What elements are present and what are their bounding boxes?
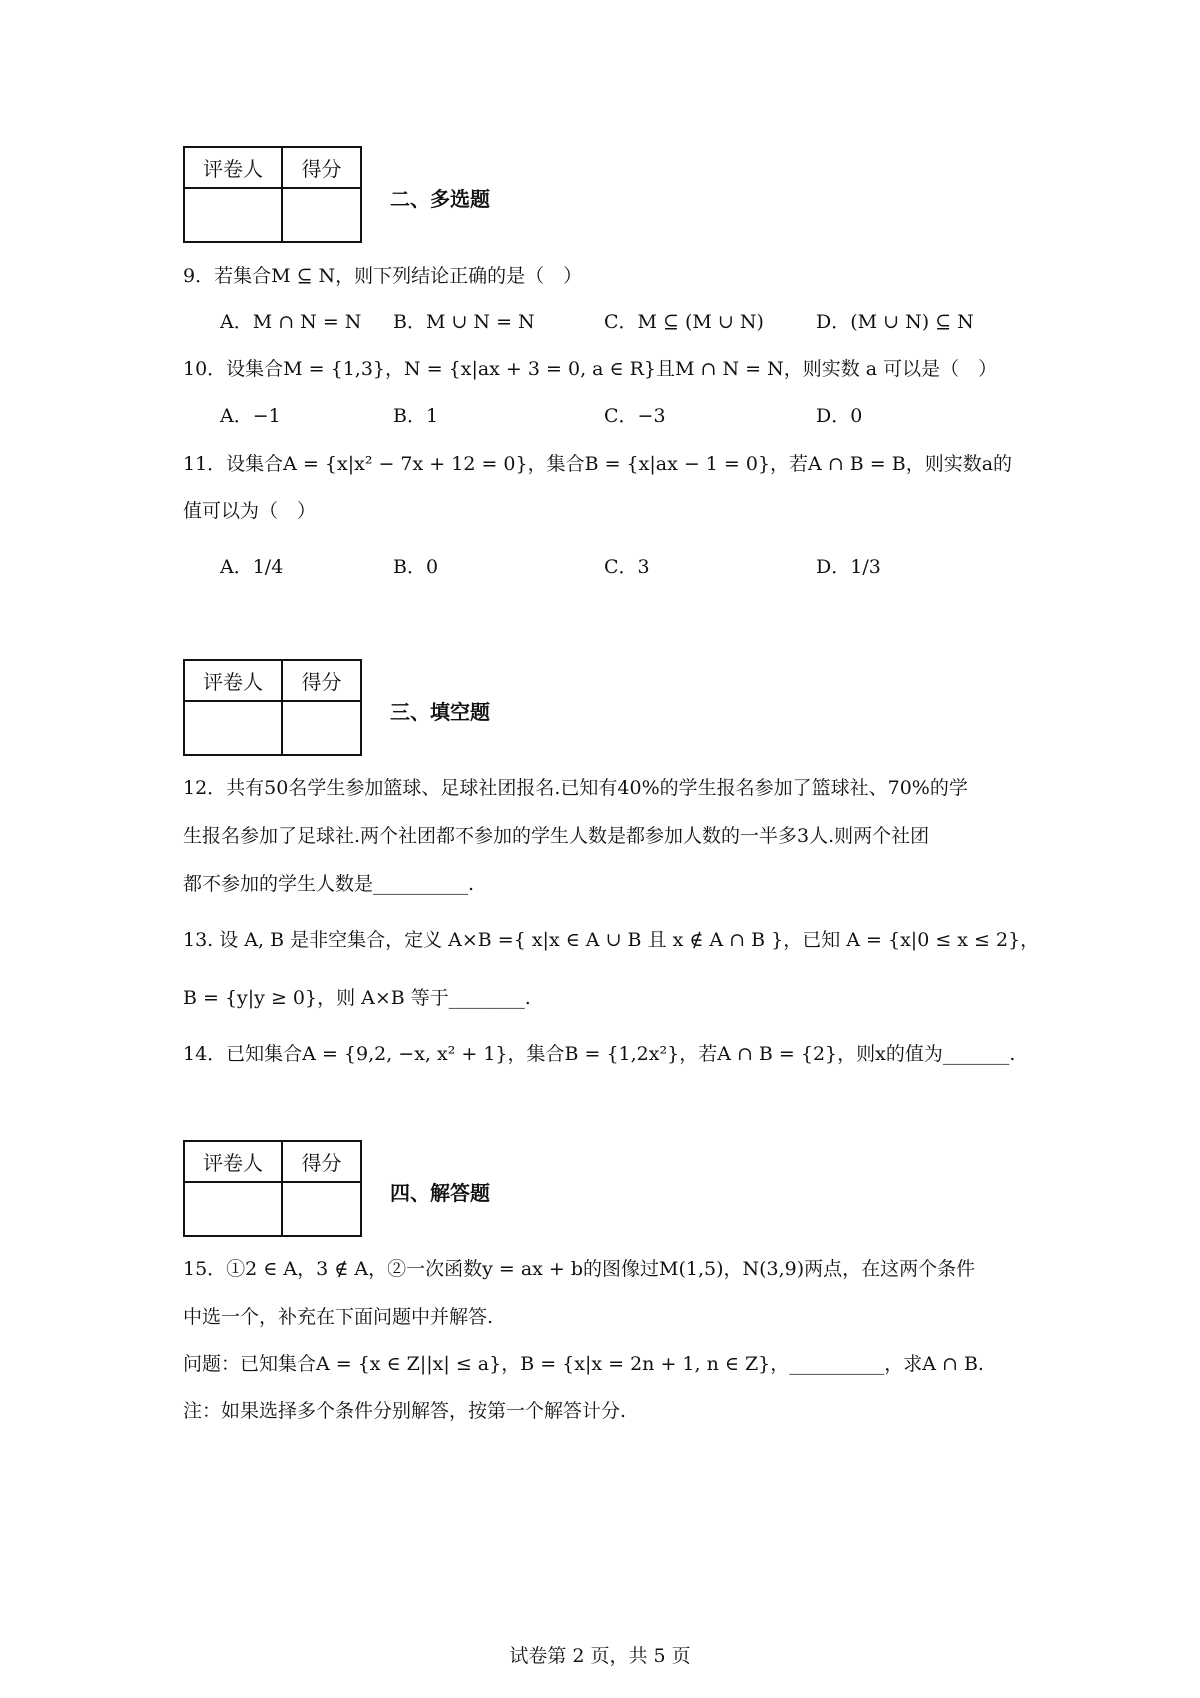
grade-table-section-3 xyxy=(183,659,362,756)
question-12-line2: 生报名参加了足球社.两个社团都不参加的学生人数是都参加人数的一半多3人.则两个社团 xyxy=(183,825,930,847)
q11-option-d: D．1/3 xyxy=(816,556,881,578)
question-15-line1: 15．①2 ∈ A，3 ∉ A，②一次函数y = ax + b的图像过M(1,5)，N(3,9)两点，在这两个条件 xyxy=(183,1258,976,1280)
question-9-stem: 9．若集合M ⊆ N，则下列结论正确的是（ ） xyxy=(183,265,583,287)
score-cell xyxy=(282,188,361,242)
section-title-fill-in-blank: 三、填空题 xyxy=(390,700,490,724)
question-11-stem-line2: 值可以为（ ） xyxy=(183,500,317,522)
question-10-stem: 10．设集合M = {1,3}，N = {x|ax + 3 = 0, a ∈ R}且M ∩ N = N，则实数 a 可以是（ ） xyxy=(183,358,998,380)
grader-cell xyxy=(184,701,282,755)
grade-table-section-2 xyxy=(183,146,362,243)
grader-cell xyxy=(184,1182,282,1236)
q10-option-c: C．−3 xyxy=(604,405,666,427)
score-cell xyxy=(282,701,361,755)
question-13-line1: 13. 设 A, B 是非空集合，定义 A×B ={ x|x ∈ A ∪ B 且 x ∉ A ∩ B }，已知 A = {x|0 ≤ x ≤ 2}， xyxy=(183,929,1040,951)
q9-option-d: D．(M ∪ N) ⊆ N xyxy=(816,311,974,333)
score-cell xyxy=(282,1182,361,1236)
q10-option-a: A．−1 xyxy=(220,405,281,427)
q9-option-c: C．M ⊆ (M ∪ N) xyxy=(604,311,764,333)
question-15-line4: 注：如果选择多个条件分别解答，按第一个解答计分. xyxy=(183,1400,627,1422)
q11-option-b: B．0 xyxy=(393,556,439,578)
q11-option-c: C．3 xyxy=(604,556,650,578)
score-header: 得分 xyxy=(282,1141,361,1182)
page-footer: 试卷第 2 页，共 5 页 xyxy=(509,1645,691,1667)
score-header: 得分 xyxy=(282,660,361,701)
q9-option-b: B．M ∪ N = N xyxy=(393,311,535,333)
question-12-line1: 12．共有50名学生参加篮球、足球社团报名.已知有40%的学生报名参加了篮球社、70%的学 xyxy=(183,777,968,799)
grader-header: 评卷人 xyxy=(184,147,282,188)
question-15-line2: 中选一个，补充在下面问题中并解答. xyxy=(183,1306,494,1328)
grader-header: 评卷人 xyxy=(184,660,282,701)
q9-option-a: A．M ∩ N = N xyxy=(220,311,362,333)
question-14: 14．已知集合A = {9,2, −x, x² + 1}，集合B = {1,2x²}，若A ∩ B = {2}，则x的值为_______. xyxy=(183,1043,1016,1065)
question-13-line2: B = {y|y ≥ 0}，则 A×B 等于________. xyxy=(183,987,531,1009)
question-11-stem-line1: 11．设集合A = {x|x² − 7x + 12 = 0}，集合B = {x|ax − 1 = 0}，若A ∩ B = B，则实数a的 xyxy=(183,453,1013,475)
section-title-answer: 四、解答题 xyxy=(390,1181,490,1205)
q10-option-b: B．1 xyxy=(393,405,439,427)
score-header: 得分 xyxy=(282,147,361,188)
question-12-line3: 都不参加的学生人数是__________. xyxy=(183,873,475,895)
question-15-line3: 问题：已知集合A = {x ∈ Z||x| ≤ a}，B = {x|x = 2n + 1, n ∈ Z}，__________，求A ∩ B. xyxy=(183,1353,984,1375)
grader-cell xyxy=(184,188,282,242)
section-title-multiple-choice: 二、多选题 xyxy=(390,187,490,211)
grader-header: 评卷人 xyxy=(184,1141,282,1182)
q11-option-a: A．1/4 xyxy=(220,556,284,578)
grade-table-section-4 xyxy=(183,1140,362,1237)
q10-option-d: D．0 xyxy=(816,405,863,427)
